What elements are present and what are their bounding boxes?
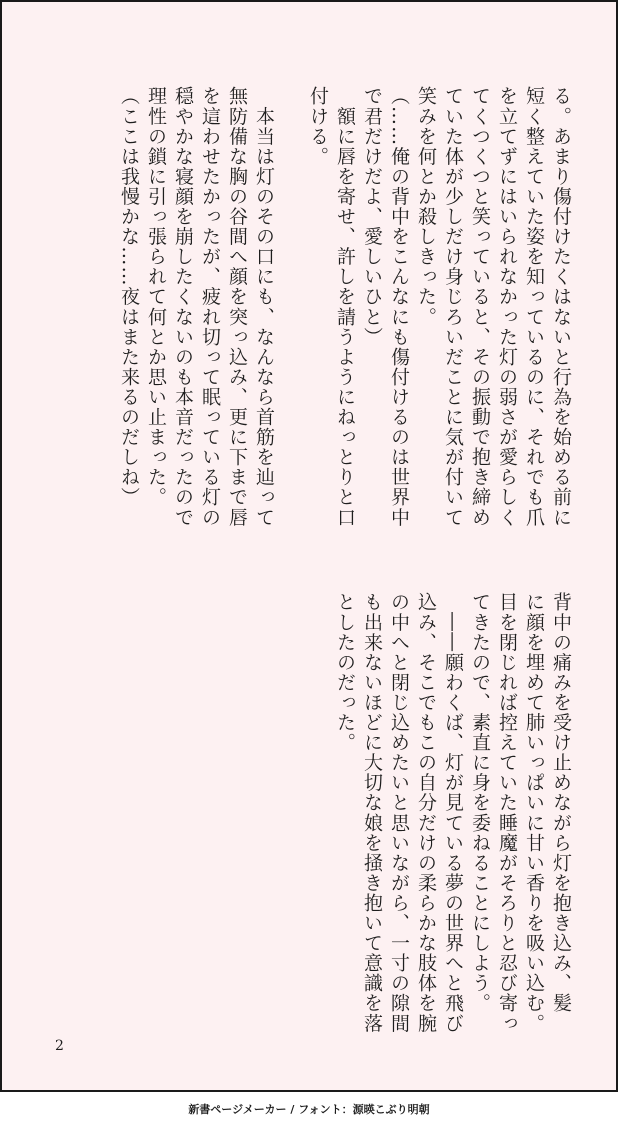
text-line: 付ける。	[307, 86, 329, 167]
text-line: ていた体が少しだけ身じろいだことに気が付いて	[442, 86, 464, 528]
page-number: 2	[55, 1038, 64, 1054]
blank-line	[277, 86, 304, 527]
text-line: 目を閉じれば控えていた睡魔がそろりと忍び寄っ	[496, 592, 518, 1034]
text-line: 込み、そこでもこの自分だけの柔らかな肢体を腕	[415, 592, 437, 1034]
text-line: 背中の痛みを受け止めながら灯を抱き込み、髪	[550, 592, 572, 1014]
text-line: てきたので、素直に身を委ねることにしよう。	[469, 592, 491, 1014]
lower-text-block	[331, 592, 574, 1033]
text-line: 無防備な胸の谷間へ顔を突っ込み、更に下まで唇	[226, 86, 248, 528]
text-line: を立てずにはいられなかった灯の弱さが愛らしく	[496, 86, 518, 528]
text-line: （……俺の背中をこんなにも傷付けるのは世界中	[388, 86, 410, 528]
text-line: る。あまり傷付けたくはないと行為を始める前に	[550, 86, 572, 528]
text-line: 笑みを何とか殺しきった。	[415, 86, 437, 327]
text-line: も出来ないほどに大切な娘を掻き抱いて意識を落	[361, 592, 383, 1034]
text-line: 理性の鎖に引っ張られて何とか思い止まった。	[145, 86, 167, 508]
text-line: てくつくつと笑っていると、その振動で抱き締め	[469, 86, 491, 528]
text-line: ――願わくば、灯が見ている夢の世界へと飛び	[442, 592, 464, 1034]
text-line: の中へと閉じ込めたいと思いながら、一寸の隙間	[388, 592, 410, 1034]
text-line: で君だけだよ、愛しいひと）	[361, 86, 383, 347]
text-line: （ここは我慢かな……夜はまた来るのだしね）	[118, 86, 140, 508]
footer-credit: 新書ページメーカー / フォント：源暎こぶり明朝	[188, 1103, 430, 1116]
upper-text-block	[115, 86, 574, 527]
text-line: 額に唇を寄せ、許しを請うようにねっとりと口	[334, 86, 356, 528]
text-line: としたのだった。	[334, 592, 356, 753]
text-line: 穏やかな寝顔を崩したくないのも本音だったので	[172, 86, 194, 528]
text-line: 短く整えていた姿を知っているのに、それでも爪	[523, 86, 545, 528]
text-line: を這わせたかったが、疲れ切って眠っている灯の	[199, 86, 221, 528]
text-line: 本当は灯のその口にも、なんなら首筋を辿って	[253, 86, 275, 528]
text-line: に顔を埋めて肺いっぱいに甘い香りを吸い込む。	[523, 592, 545, 1034]
